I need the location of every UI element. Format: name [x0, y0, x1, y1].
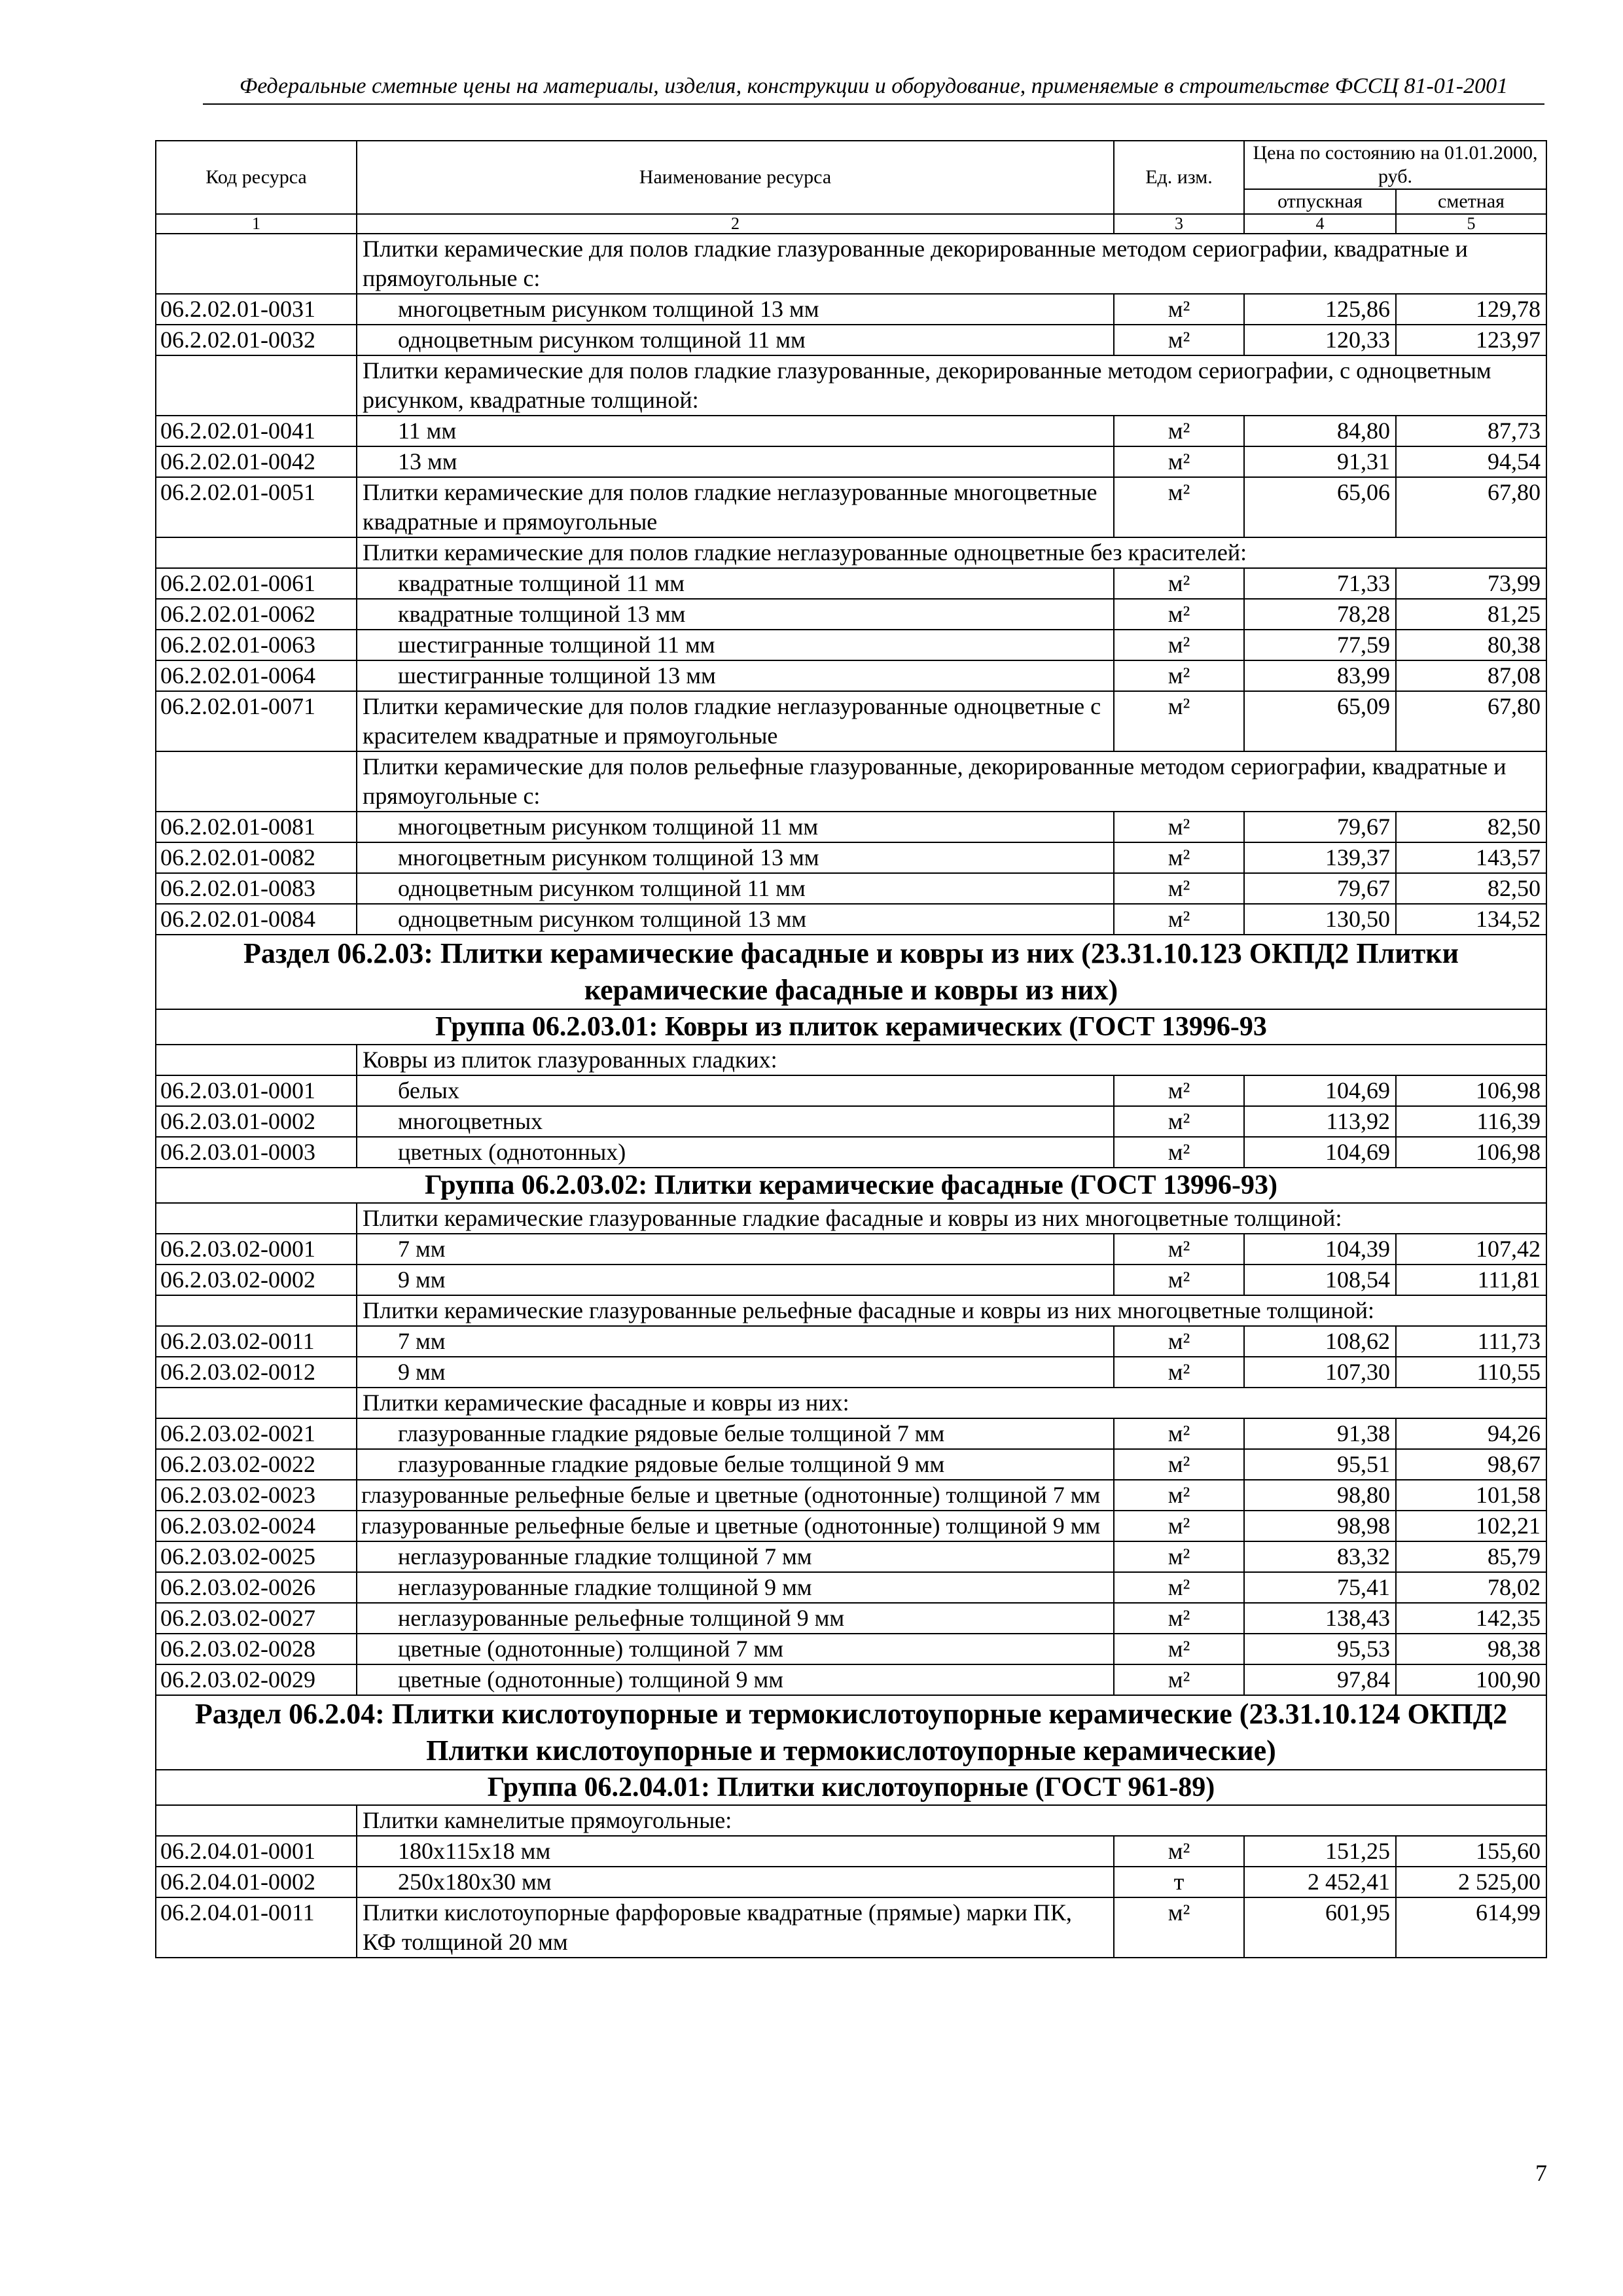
resource-name: многоцветным рисунком толщиной 11 мм	[357, 812, 1114, 842]
subheader-row	[156, 537, 1546, 568]
estimate-price: 81,25	[1396, 599, 1546, 630]
resource-name: глазурованные рельефные белые и цветные (однотонные) толщиной 7 мм	[357, 1480, 1114, 1511]
resource-code: 06.2.02.01-0063	[156, 630, 357, 660]
section-row	[156, 1695, 1546, 1770]
empty-code-cell	[156, 1388, 357, 1418]
resource-name: 13 мм	[357, 446, 1114, 477]
table-row	[156, 1449, 1546, 1480]
resource-unit: м²	[1114, 1603, 1244, 1634]
estimate-price: 98,67	[1396, 1449, 1546, 1480]
table-row	[156, 660, 1546, 691]
empty-code-cell	[156, 355, 357, 416]
estimate-price: 110,55	[1396, 1357, 1546, 1388]
release-price: 104,69	[1244, 1137, 1396, 1168]
resource-code: 06.2.03.01-0001	[156, 1075, 357, 1106]
estimate-price: 102,21	[1396, 1511, 1546, 1541]
subheader-row	[156, 1045, 1546, 1075]
resource-code: 06.2.02.01-0082	[156, 842, 357, 873]
resource-code: 06.2.02.01-0081	[156, 812, 357, 842]
estimate-price: 87,73	[1396, 416, 1546, 446]
resource-unit: м²	[1114, 477, 1244, 537]
release-price: 71,33	[1244, 568, 1396, 599]
resource-code: 06.2.02.01-0032	[156, 325, 357, 355]
col-header-code: Код ресурса	[156, 141, 357, 214]
resource-unit: м²	[1114, 660, 1244, 691]
estimate-price: 85,79	[1396, 1541, 1546, 1572]
table-row	[156, 1234, 1546, 1265]
release-price: 125,86	[1244, 294, 1396, 325]
empty-code-cell	[156, 1045, 357, 1075]
estimate-price: 67,80	[1396, 477, 1546, 537]
estimate-price: 82,50	[1396, 812, 1546, 842]
estimate-price: 100,90	[1396, 1664, 1546, 1695]
resource-name: многоцветным рисунком толщиной 13 мм	[357, 842, 1114, 873]
table-row	[156, 1572, 1546, 1603]
resource-unit: м²	[1114, 1265, 1244, 1295]
resource-name: 7 мм	[357, 1234, 1114, 1265]
resource-name: одноцветным рисунком толщиной 11 мм	[357, 873, 1114, 904]
release-price: 91,31	[1244, 446, 1396, 477]
subheader-row	[156, 751, 1546, 812]
estimate-price: 94,26	[1396, 1418, 1546, 1449]
col-number: 5	[1396, 214, 1546, 234]
empty-code-cell	[156, 1203, 357, 1234]
resource-code: 06.2.04.01-0011	[156, 1897, 357, 1958]
resource-unit: м²	[1114, 812, 1244, 842]
resource-unit: м²	[1114, 568, 1244, 599]
resource-unit: м²	[1114, 1075, 1244, 1106]
table-row	[156, 477, 1546, 537]
release-price: 97,84	[1244, 1664, 1396, 1695]
table-head-row	[156, 141, 1546, 189]
resource-code: 06.2.03.01-0003	[156, 1137, 357, 1168]
col-number: 2	[357, 214, 1114, 234]
resource-name: шестигранные толщиной 13 мм	[357, 660, 1114, 691]
estimate-price: 111,73	[1396, 1326, 1546, 1357]
estimate-price: 116,39	[1396, 1106, 1546, 1137]
resource-code: 06.2.03.02-0028	[156, 1634, 357, 1664]
estimate-price: 111,81	[1396, 1265, 1546, 1295]
resource-name: многоцветных	[357, 1106, 1114, 1137]
estimate-price: 94,54	[1396, 446, 1546, 477]
table-row	[156, 1418, 1546, 1449]
estimate-price: 106,98	[1396, 1137, 1546, 1168]
subheader-text: Ковры из плиток глазурованных гладких:	[357, 1045, 1546, 1075]
estimate-price: 67,80	[1396, 691, 1546, 751]
table-row	[156, 294, 1546, 325]
release-price: 79,67	[1244, 812, 1396, 842]
resource-unit: м²	[1114, 1897, 1244, 1958]
subheader-row	[156, 234, 1546, 294]
resource-unit: м²	[1114, 691, 1244, 751]
column-number-row	[156, 214, 1546, 234]
table-body	[156, 234, 1546, 1958]
table-row	[156, 568, 1546, 599]
release-price: 151,25	[1244, 1836, 1396, 1867]
table-row	[156, 1603, 1546, 1634]
resource-unit: м²	[1114, 294, 1244, 325]
release-price: 98,80	[1244, 1480, 1396, 1511]
release-price: 98,98	[1244, 1511, 1396, 1541]
release-price: 104,39	[1244, 1234, 1396, 1265]
resource-name: 250x180x30 мм	[357, 1867, 1114, 1897]
resource-unit: м²	[1114, 904, 1244, 935]
empty-code-cell	[156, 537, 357, 568]
resource-name: 11 мм	[357, 416, 1114, 446]
resource-unit: м²	[1114, 416, 1244, 446]
resource-name: одноцветным рисунком толщиной 11 мм	[357, 325, 1114, 355]
resource-unit: м²	[1114, 1836, 1244, 1867]
resource-code: 06.2.03.02-0026	[156, 1572, 357, 1603]
col-number: 3	[1114, 214, 1244, 234]
resource-code: 06.2.02.01-0051	[156, 477, 357, 537]
table-row	[156, 1511, 1546, 1541]
subheader-text: Плитки камнелитые прямоугольные:	[357, 1805, 1546, 1836]
release-price: 601,95	[1244, 1897, 1396, 1958]
col-number: 1	[156, 214, 357, 234]
table-row	[156, 1357, 1546, 1388]
subheader-row	[156, 355, 1546, 416]
release-price: 108,62	[1244, 1326, 1396, 1357]
table-row	[156, 1867, 1546, 1897]
resource-code: 06.2.03.02-0021	[156, 1418, 357, 1449]
resource-name: цветных (однотонных)	[357, 1137, 1114, 1168]
table-row	[156, 1541, 1546, 1572]
col-header-release: отпускная	[1244, 189, 1396, 214]
resource-code: 06.2.03.02-0022	[156, 1449, 357, 1480]
table-row	[156, 599, 1546, 630]
resource-name: цветные (однотонные) толщиной 9 мм	[357, 1664, 1114, 1695]
release-price: 95,51	[1244, 1449, 1396, 1480]
release-price: 78,28	[1244, 599, 1396, 630]
resource-unit: м²	[1114, 1572, 1244, 1603]
release-price: 75,41	[1244, 1572, 1396, 1603]
resource-name: 180x115x18 мм	[357, 1836, 1114, 1867]
subheader-text: Плитки керамические глазурованные гладкие фасадные и ковры из них многоцветные толщиной:	[357, 1203, 1546, 1234]
resource-code: 06.2.03.02-0002	[156, 1265, 357, 1295]
group-row	[156, 1009, 1546, 1045]
release-price: 83,99	[1244, 660, 1396, 691]
release-price: 83,32	[1244, 1541, 1396, 1572]
resource-name: Плитки кислотоупорные фарфоровые квадратные (прямые) марки ПК, КФ толщиной 20 мм	[357, 1897, 1114, 1958]
resource-code: 06.2.02.01-0041	[156, 416, 357, 446]
resource-unit: м²	[1114, 873, 1244, 904]
estimate-price: 155,60	[1396, 1836, 1546, 1867]
resource-name: многоцветным рисунком толщиной 13 мм	[357, 294, 1114, 325]
resource-code: 06.2.02.01-0062	[156, 599, 357, 630]
release-price: 138,43	[1244, 1603, 1396, 1634]
section-row	[156, 935, 1546, 1009]
release-price: 139,37	[1244, 842, 1396, 873]
table-row	[156, 1480, 1546, 1511]
resource-unit: т	[1114, 1867, 1244, 1897]
resource-unit: м²	[1114, 1664, 1244, 1695]
resource-code: 06.2.03.02-0011	[156, 1326, 357, 1357]
table-row	[156, 1265, 1546, 1295]
page-number: 7	[1535, 2160, 1547, 2186]
resource-name: 7 мм	[357, 1326, 1114, 1357]
resource-code: 06.2.03.02-0027	[156, 1603, 357, 1634]
empty-code-cell	[156, 1805, 357, 1836]
col-header-unit: Ед. изм.	[1114, 141, 1244, 214]
estimate-price: 134,52	[1396, 904, 1546, 935]
group-title: Группа 06.2.03.02: Плитки керамические фасадные (ГОСТ 13996-93)	[156, 1168, 1546, 1203]
table-row	[156, 904, 1546, 935]
resource-name: Плитки керамические для полов гладкие неглазурованные одноцветные с красителем квадратные и прямоугольные	[357, 691, 1114, 751]
running-header: Федеральные сметные цены на материалы, изделия, конструкции и оборудование, применяемые в строительстве ФССЦ 81-01-2001	[239, 74, 1508, 98]
release-price: 113,92	[1244, 1106, 1396, 1137]
table-row	[156, 1106, 1546, 1137]
subheader-text: Плитки керамические для полов гладкие глазурованные, декорированные методом сериографии, с одноцветным рисунком, квадратные толщиной:	[357, 355, 1546, 416]
release-price: 104,69	[1244, 1075, 1396, 1106]
resource-unit: м²	[1114, 325, 1244, 355]
table-row	[156, 416, 1546, 446]
section-title: Раздел 06.2.03: Плитки керамические фасадные и ковры из них (23.31.10.123 ОКПД2 Плитки керамические фасадные и ковры из них)	[156, 935, 1546, 1009]
resource-name: Плитки керамические для полов гладкие неглазурованные многоцветные квадратные и прямоугольные	[357, 477, 1114, 537]
resource-unit: м²	[1114, 1137, 1244, 1168]
resource-code: 06.2.03.02-0029	[156, 1664, 357, 1695]
subheader-row	[156, 1203, 1546, 1234]
subheader-text: Плитки керамические для полов гладкие неглазурованные одноцветные без красителей:	[357, 537, 1546, 568]
resource-unit: м²	[1114, 1106, 1244, 1137]
release-price: 91,38	[1244, 1418, 1396, 1449]
estimate-price: 2 525,00	[1396, 1867, 1546, 1897]
release-price: 65,09	[1244, 691, 1396, 751]
resource-code: 06.2.02.01-0084	[156, 904, 357, 935]
group-row	[156, 1168, 1546, 1203]
resource-name: 9 мм	[357, 1357, 1114, 1388]
resource-code: 06.2.03.01-0002	[156, 1106, 357, 1137]
resource-unit: м²	[1114, 446, 1244, 477]
table-row	[156, 1326, 1546, 1357]
table-row	[156, 812, 1546, 842]
subheader-text: Плитки керамические для полов гладкие глазурованные декорированные методом сериографии, квадратные и прямоугольные с:	[357, 234, 1546, 294]
table-row	[156, 1137, 1546, 1168]
resource-name: неглазурованные гладкие толщиной 7 мм	[357, 1541, 1114, 1572]
resource-code: 06.2.03.02-0025	[156, 1541, 357, 1572]
resource-code: 06.2.02.01-0061	[156, 568, 357, 599]
table-row	[156, 1664, 1546, 1695]
release-price: 120,33	[1244, 325, 1396, 355]
header-rule	[203, 103, 1544, 105]
resource-name: 9 мм	[357, 1265, 1114, 1295]
resource-code: 06.2.04.01-0001	[156, 1836, 357, 1867]
release-price: 107,30	[1244, 1357, 1396, 1388]
empty-code-cell	[156, 234, 357, 294]
resource-code: 06.2.02.01-0083	[156, 873, 357, 904]
resource-unit: м²	[1114, 1480, 1244, 1511]
table-head	[156, 141, 1546, 234]
resource-code: 06.2.02.01-0071	[156, 691, 357, 751]
resource-name: белых	[357, 1075, 1114, 1106]
estimate-price: 129,78	[1396, 294, 1546, 325]
resource-code: 06.2.03.02-0012	[156, 1357, 357, 1388]
release-price: 108,54	[1244, 1265, 1396, 1295]
subheader-row	[156, 1295, 1546, 1326]
col-header-name: Наименование ресурса	[357, 141, 1114, 214]
resource-name: глазурованные гладкие рядовые белые толщиной 7 мм	[357, 1418, 1114, 1449]
release-price: 77,59	[1244, 630, 1396, 660]
resource-unit: м²	[1114, 1449, 1244, 1480]
group-row	[156, 1770, 1546, 1805]
resource-code: 06.2.02.01-0064	[156, 660, 357, 691]
resource-unit: м²	[1114, 1357, 1244, 1388]
subheader-row	[156, 1805, 1546, 1836]
resource-name: неглазурованные рельефные толщиной 9 мм	[357, 1603, 1114, 1634]
resource-name: квадратные толщиной 11 мм	[357, 568, 1114, 599]
table-row	[156, 325, 1546, 355]
resource-code: 06.2.03.02-0023	[156, 1480, 357, 1511]
col-header-price: Цена по состоянию на 01.01.2000, руб.	[1244, 141, 1546, 189]
col-header-estimate: сметная	[1396, 189, 1546, 214]
estimate-price: 82,50	[1396, 873, 1546, 904]
resource-unit: м²	[1114, 1634, 1244, 1664]
estimate-price: 142,35	[1396, 1603, 1546, 1634]
release-price: 65,06	[1244, 477, 1396, 537]
resource-name: глазурованные гладкие рядовые белые толщиной 9 мм	[357, 1449, 1114, 1480]
resource-name: квадратные толщиной 13 мм	[357, 599, 1114, 630]
estimate-price: 101,58	[1396, 1480, 1546, 1511]
group-title: Группа 06.2.04.01: Плитки кислотоупорные (ГОСТ 961-89)	[156, 1770, 1546, 1805]
release-price: 2 452,41	[1244, 1867, 1396, 1897]
resource-unit: м²	[1114, 1511, 1244, 1541]
resource-unit: м²	[1114, 1418, 1244, 1449]
release-price: 95,53	[1244, 1634, 1396, 1664]
estimate-price: 123,97	[1396, 325, 1546, 355]
table-row	[156, 446, 1546, 477]
estimate-price: 98,38	[1396, 1634, 1546, 1664]
estimate-price: 107,42	[1396, 1234, 1546, 1265]
section-title: Раздел 06.2.04: Плитки кислотоупорные и термокислотоупорные керамические (23.31.10.124 ОКПД2 Плитки кислотоупорные и термокислотоупорные керамические)	[156, 1695, 1546, 1770]
group-title: Группа 06.2.03.01: Ковры из плиток керамических (ГОСТ 13996-93	[156, 1009, 1546, 1045]
estimate-price: 78,02	[1396, 1572, 1546, 1603]
estimate-price: 106,98	[1396, 1075, 1546, 1106]
release-price: 84,80	[1244, 416, 1396, 446]
resource-name: глазурованные рельефные белые и цветные (однотонные) толщиной 9 мм	[357, 1511, 1114, 1541]
resource-unit: м²	[1114, 599, 1244, 630]
table-row	[156, 1897, 1546, 1958]
estimate-price: 87,08	[1396, 660, 1546, 691]
estimate-price: 73,99	[1396, 568, 1546, 599]
table-row	[156, 1075, 1546, 1106]
resource-unit: м²	[1114, 630, 1244, 660]
resource-name: цветные (однотонные) толщиной 7 мм	[357, 1634, 1114, 1664]
table-row	[156, 873, 1546, 904]
col-number: 4	[1244, 214, 1396, 234]
subheader-row	[156, 1388, 1546, 1418]
table-row	[156, 842, 1546, 873]
estimate-price: 80,38	[1396, 630, 1546, 660]
subheader-text: Плитки керамические глазурованные рельефные фасадные и ковры из них многоцветные толщиной:	[357, 1295, 1546, 1326]
release-price: 79,67	[1244, 873, 1396, 904]
table-row	[156, 1836, 1546, 1867]
table-row	[156, 691, 1546, 751]
resource-unit: м²	[1114, 842, 1244, 873]
resource-unit: м²	[1114, 1326, 1244, 1357]
resource-code: 06.2.02.01-0031	[156, 294, 357, 325]
estimate-price: 614,99	[1396, 1897, 1546, 1958]
subheader-text: Плитки керамические фасадные и ковры из них:	[357, 1388, 1546, 1418]
resource-name: неглазурованные гладкие толщиной 9 мм	[357, 1572, 1114, 1603]
subheader-text: Плитки керамические для полов рельефные глазурованные, декорированные методом сериографии, квадратные и прямоугольные с:	[357, 751, 1546, 812]
resource-code: 06.2.04.01-0002	[156, 1867, 357, 1897]
release-price: 130,50	[1244, 904, 1396, 935]
price-table	[155, 140, 1547, 1958]
resource-name: шестигранные толщиной 11 мм	[357, 630, 1114, 660]
resource-code: 06.2.02.01-0042	[156, 446, 357, 477]
resource-unit: м²	[1114, 1541, 1244, 1572]
resource-code: 06.2.03.02-0001	[156, 1234, 357, 1265]
empty-code-cell	[156, 751, 357, 812]
resource-unit: м²	[1114, 1234, 1244, 1265]
table-row	[156, 1634, 1546, 1664]
table-row	[156, 630, 1546, 660]
empty-code-cell	[156, 1295, 357, 1326]
estimate-price: 143,57	[1396, 842, 1546, 873]
resource-code: 06.2.03.02-0024	[156, 1511, 357, 1541]
resource-name: одноцветным рисунком толщиной 13 мм	[357, 904, 1114, 935]
